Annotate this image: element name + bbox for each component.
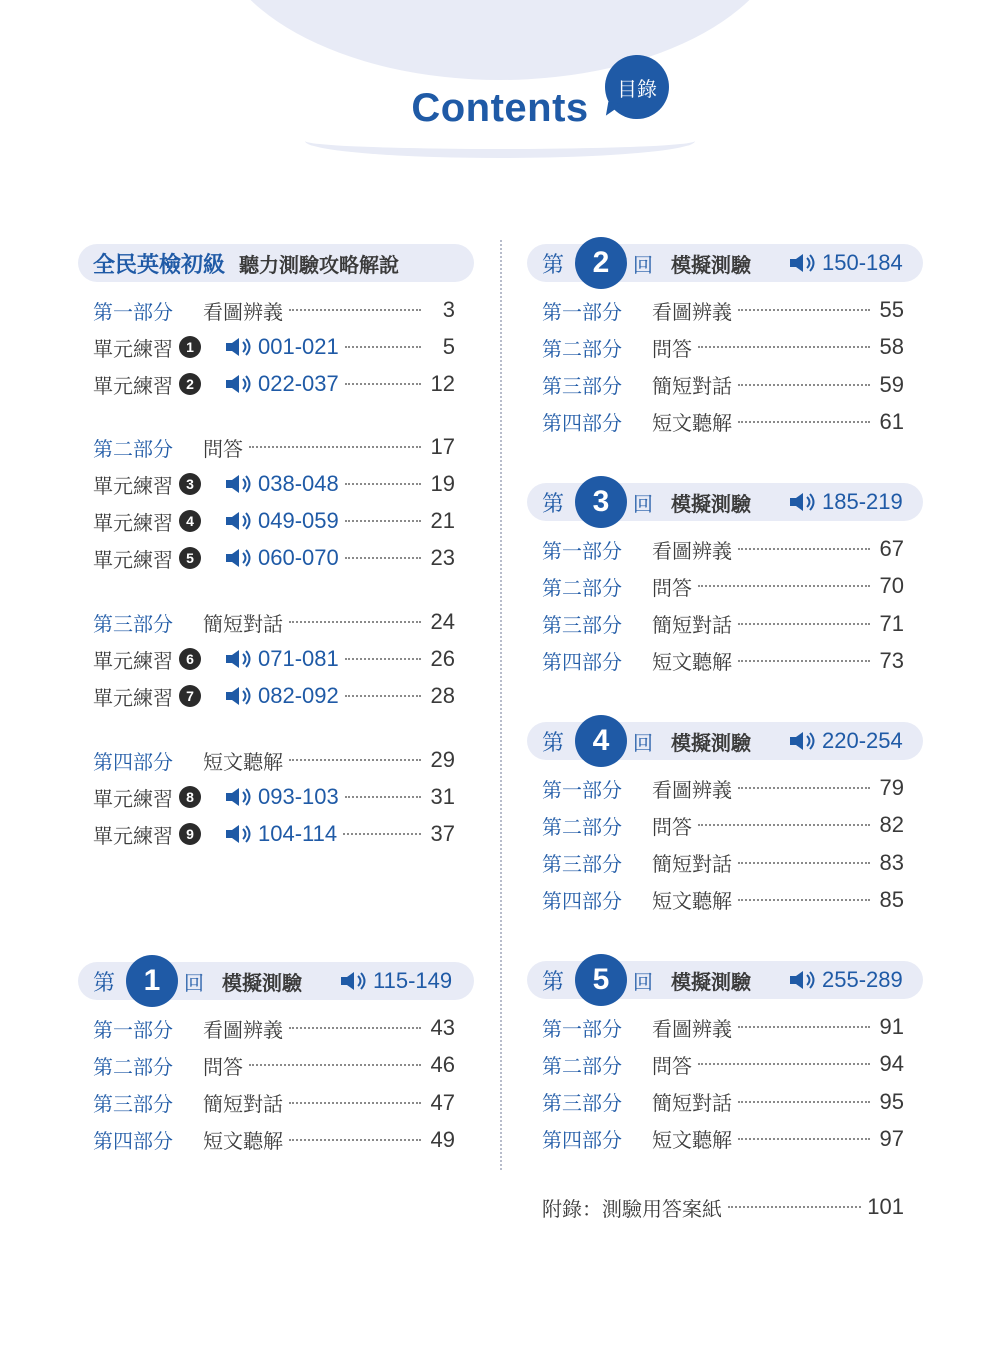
mock-ordinal-prefix: 第 bbox=[93, 970, 116, 996]
unit-practice-row[interactable] bbox=[93, 506, 455, 536]
section-name: 短文聽解 bbox=[652, 1128, 732, 1153]
part-label: 第一部分 bbox=[93, 299, 173, 324]
audio-track-range[interactable] bbox=[225, 471, 339, 497]
speaker-icon bbox=[225, 787, 253, 807]
page-number: 19 bbox=[430, 471, 455, 496]
mock-number-badge: 4 bbox=[575, 715, 627, 767]
unit-practice-row[interactable] bbox=[93, 543, 455, 573]
unit-number-badge: 8 bbox=[179, 786, 201, 808]
page-number: 43 bbox=[430, 1015, 455, 1040]
mock-ordinal-prefix: 第 bbox=[542, 491, 565, 517]
part-label: 第二部分 bbox=[542, 814, 622, 839]
leader-dots bbox=[738, 1026, 870, 1028]
unit-practice-label: 單元練習 bbox=[93, 685, 173, 710]
leader-dots bbox=[738, 787, 870, 789]
part-label: 第三部分 bbox=[93, 611, 173, 636]
page-number: 46 bbox=[430, 1052, 455, 1078]
guide-section-header bbox=[78, 244, 474, 282]
toc-row[interactable] bbox=[93, 607, 455, 637]
toc-row[interactable] bbox=[542, 646, 904, 676]
audio-track-range[interactable] bbox=[789, 489, 903, 515]
unit-practice-label: 單元練習 bbox=[93, 648, 173, 673]
section-name: 短文聽解 bbox=[203, 1129, 283, 1154]
audio-track-label: 049-059 bbox=[258, 508, 339, 533]
toc-row[interactable] bbox=[542, 885, 904, 915]
speaker-icon bbox=[789, 731, 817, 751]
part-label: 第二部分 bbox=[542, 1053, 622, 1078]
unit-practice-row[interactable] bbox=[93, 681, 455, 711]
section-name: 問答 bbox=[652, 1053, 692, 1078]
section-name: 短文聽解 bbox=[652, 411, 732, 436]
section-name: 短文聽解 bbox=[203, 749, 283, 774]
audio-track-label: 038-048 bbox=[258, 471, 339, 496]
speaker-icon bbox=[340, 971, 368, 991]
page-number: 3 bbox=[442, 297, 455, 322]
toc-row[interactable] bbox=[542, 370, 904, 400]
unit-practice-row[interactable] bbox=[93, 469, 455, 499]
unit-practice-label: 單元練習 bbox=[93, 373, 173, 398]
part-label: 第一部分 bbox=[542, 777, 622, 802]
page-number: 85 bbox=[879, 886, 904, 912]
mock-test-label: 模擬測驗 bbox=[671, 491, 751, 516]
mock-test-header bbox=[527, 722, 923, 760]
unit-number-badge: 2 bbox=[179, 373, 201, 395]
leader-dots bbox=[738, 862, 870, 864]
mock-number-badge: 5 bbox=[575, 954, 627, 1006]
audio-track-range[interactable] bbox=[340, 968, 452, 994]
page-number: 82 bbox=[879, 812, 904, 838]
page-number: 28 bbox=[430, 683, 455, 708]
toc-row[interactable] bbox=[542, 609, 904, 639]
mock-test-header bbox=[527, 961, 923, 999]
section-name: 簡短對話 bbox=[652, 1091, 732, 1116]
mock-test-label: 模擬測驗 bbox=[671, 252, 751, 277]
mock-ordinal-suffix: 回 bbox=[184, 970, 204, 995]
leader-dots bbox=[738, 309, 870, 311]
audio-track-range[interactable] bbox=[225, 545, 339, 571]
speaker-icon bbox=[225, 474, 253, 494]
part-label: 第二部分 bbox=[542, 336, 622, 361]
section-name: 看圖辨義 bbox=[652, 299, 732, 324]
speaker-icon bbox=[225, 374, 253, 394]
leader-dots bbox=[249, 1064, 421, 1066]
unit-practice-row[interactable] bbox=[93, 644, 455, 674]
page-number: 24 bbox=[430, 609, 455, 634]
badge-label: 目錄 bbox=[617, 76, 657, 101]
part-label: 第三部分 bbox=[93, 1092, 173, 1117]
audio-track-label: 115-149 bbox=[373, 968, 453, 993]
guide-title-blue: 全民英檢初級 bbox=[93, 252, 226, 278]
page-number: 21 bbox=[430, 508, 455, 533]
audio-track-label: 082-092 bbox=[258, 683, 339, 708]
page-number: 59 bbox=[879, 371, 904, 397]
toc-row[interactable] bbox=[93, 295, 455, 325]
mock-number-badge: 3 bbox=[575, 476, 627, 528]
toc-row[interactable] bbox=[93, 1088, 455, 1118]
audio-track-range[interactable] bbox=[789, 728, 903, 754]
part-label: 第四部分 bbox=[542, 650, 622, 675]
speaker-icon bbox=[789, 253, 817, 273]
section-name: 簡短對話 bbox=[652, 613, 732, 638]
leader-dots bbox=[289, 309, 421, 311]
part-label: 第二部分 bbox=[93, 436, 173, 461]
leader-dots bbox=[249, 446, 421, 448]
page-number: 97 bbox=[879, 1125, 904, 1151]
part-label: 第三部分 bbox=[542, 1091, 622, 1116]
leader-dots bbox=[738, 1101, 870, 1103]
page-title: Contents bbox=[411, 86, 589, 130]
page-number: 17 bbox=[430, 434, 455, 459]
mock-number-badge: 1 bbox=[126, 955, 178, 1007]
unit-practice-label: 單元練習 bbox=[93, 510, 173, 535]
leader-dots bbox=[698, 1063, 870, 1065]
section-name: 看圖辨義 bbox=[652, 777, 732, 802]
toc-row[interactable] bbox=[542, 1012, 904, 1042]
leader-dots bbox=[289, 1027, 421, 1029]
leader-dots bbox=[738, 623, 870, 625]
section-name: 問答 bbox=[652, 575, 692, 600]
toc-row[interactable] bbox=[542, 773, 904, 803]
section-name: 問答 bbox=[652, 336, 692, 361]
section-name: 簡短對話 bbox=[203, 1092, 283, 1117]
leader-dots bbox=[345, 383, 421, 385]
audio-track-label: 150-184 bbox=[822, 250, 903, 275]
page-number: 49 bbox=[430, 1126, 455, 1152]
part-label: 第二部分 bbox=[93, 1054, 173, 1079]
mock-test-label: 模擬測驗 bbox=[671, 969, 751, 994]
part-label: 第四部分 bbox=[93, 1129, 173, 1154]
mock-ordinal-suffix: 回 bbox=[633, 252, 653, 277]
leader-dots bbox=[738, 1138, 870, 1140]
toc-row[interactable] bbox=[93, 1013, 455, 1043]
leader-dots bbox=[345, 483, 421, 485]
leader-dots bbox=[289, 759, 421, 761]
page-number: 55 bbox=[879, 297, 904, 322]
mock-test-header bbox=[527, 483, 923, 521]
audio-track-label: 104-114 bbox=[258, 821, 338, 846]
audio-track-range[interactable] bbox=[789, 250, 903, 276]
unit-number-badge: 5 bbox=[179, 547, 201, 569]
page-number: 94 bbox=[879, 1051, 904, 1077]
part-label: 第三部分 bbox=[542, 374, 622, 399]
section-name: 簡短對話 bbox=[652, 852, 732, 877]
speaker-icon bbox=[789, 970, 817, 990]
audio-track-range[interactable] bbox=[225, 371, 339, 397]
toc-row[interactable] bbox=[542, 810, 904, 840]
page-number: 37 bbox=[430, 821, 455, 846]
audio-track-range[interactable] bbox=[789, 967, 903, 993]
unit-number-badge: 1 bbox=[179, 336, 201, 358]
audio-track-label: 255-289 bbox=[822, 967, 903, 992]
leader-dots bbox=[289, 1139, 421, 1141]
toc-row[interactable] bbox=[542, 332, 904, 362]
unit-practice-row[interactable] bbox=[93, 369, 455, 399]
part-label: 第三部分 bbox=[542, 852, 622, 877]
unit-practice-row[interactable] bbox=[93, 782, 455, 812]
mock-ordinal-suffix: 回 bbox=[633, 730, 653, 755]
unit-number-badge: 3 bbox=[179, 473, 201, 495]
section-name: 短文聽解 bbox=[652, 889, 732, 914]
unit-practice-label: 單元練習 bbox=[93, 786, 173, 811]
mock-test-label: 模擬測驗 bbox=[222, 970, 302, 995]
part-label: 第一部分 bbox=[542, 299, 622, 324]
section-name: 看圖辨義 bbox=[203, 1017, 283, 1042]
section-name: 問答 bbox=[203, 436, 243, 461]
speaker-icon bbox=[225, 686, 253, 706]
part-label: 第一部分 bbox=[542, 1016, 622, 1041]
appendix-label: 附錄：測驗用答案紙 bbox=[542, 1196, 722, 1221]
toc-row[interactable] bbox=[542, 1049, 904, 1079]
top-arc-decoration bbox=[212, 0, 788, 80]
page-number: 58 bbox=[879, 334, 904, 360]
leader-dots bbox=[289, 621, 421, 623]
part-label: 第三部分 bbox=[542, 613, 622, 638]
badge-bubble bbox=[605, 55, 669, 119]
leader-dots bbox=[738, 899, 870, 901]
page-number: 101 bbox=[867, 1194, 904, 1219]
leader-dots bbox=[345, 796, 421, 798]
mock-ordinal-prefix: 第 bbox=[542, 969, 565, 995]
toc-row[interactable] bbox=[93, 432, 455, 462]
leader-dots bbox=[728, 1206, 861, 1208]
audio-track-label: 220-254 bbox=[822, 728, 903, 753]
section-name: 看圖辨義 bbox=[652, 538, 732, 563]
speaker-icon bbox=[225, 548, 253, 568]
part-label: 第四部分 bbox=[542, 889, 622, 914]
leader-dots bbox=[738, 384, 870, 386]
section-name: 簡短對話 bbox=[652, 374, 732, 399]
mock-ordinal-suffix: 回 bbox=[633, 491, 653, 516]
toc-row[interactable] bbox=[542, 407, 904, 437]
audio-track-range[interactable] bbox=[225, 683, 339, 709]
speaker-icon bbox=[789, 492, 817, 512]
toc-row[interactable] bbox=[542, 1087, 904, 1117]
audio-track-label: 185-219 bbox=[822, 489, 903, 514]
audio-track-label: 071-081 bbox=[258, 646, 339, 671]
part-label: 第二部分 bbox=[542, 575, 622, 600]
leader-dots bbox=[343, 833, 421, 835]
page-number: 61 bbox=[879, 408, 904, 434]
page-number: 12 bbox=[430, 371, 455, 396]
leader-dots bbox=[738, 421, 870, 423]
toc-row[interactable] bbox=[93, 1050, 455, 1080]
unit-number-badge: 4 bbox=[179, 510, 201, 532]
unit-practice-label: 單元練習 bbox=[93, 547, 173, 572]
page-number: 31 bbox=[430, 784, 455, 809]
speaker-icon bbox=[225, 511, 253, 531]
leader-dots bbox=[345, 557, 421, 559]
guide-title-dark: 聽力測驗攻略解說 bbox=[239, 252, 400, 277]
page-number: 95 bbox=[879, 1088, 904, 1114]
toc-row[interactable] bbox=[542, 848, 904, 878]
unit-number-badge: 6 bbox=[179, 648, 201, 670]
unit-practice-row[interactable] bbox=[93, 332, 455, 362]
toc-row[interactable] bbox=[93, 745, 455, 775]
unit-number-badge: 9 bbox=[179, 823, 201, 845]
page-number: 91 bbox=[879, 1014, 904, 1039]
page-number: 29 bbox=[430, 747, 455, 772]
audio-track-range[interactable] bbox=[225, 821, 337, 847]
mock-test-header bbox=[78, 962, 474, 1000]
part-label: 第四部分 bbox=[542, 1128, 622, 1153]
audio-track-label: 060-070 bbox=[258, 545, 339, 570]
audio-track-range[interactable] bbox=[225, 508, 339, 534]
audio-track-range[interactable] bbox=[225, 646, 339, 672]
mock-number-badge: 2 bbox=[575, 237, 627, 289]
leader-dots bbox=[698, 824, 870, 826]
leader-dots bbox=[698, 346, 870, 348]
section-name: 短文聽解 bbox=[652, 650, 732, 675]
page-number: 83 bbox=[879, 849, 904, 875]
section-name: 問答 bbox=[652, 814, 692, 839]
leader-dots bbox=[345, 346, 421, 348]
speaker-icon bbox=[225, 649, 253, 669]
page-number: 23 bbox=[430, 545, 455, 570]
page-number: 73 bbox=[879, 647, 904, 673]
leader-dots bbox=[345, 520, 421, 522]
page-number: 71 bbox=[879, 610, 904, 636]
leader-dots bbox=[738, 660, 870, 662]
mock-ordinal-prefix: 第 bbox=[542, 252, 565, 278]
leader-dots bbox=[289, 1102, 421, 1104]
page-number: 26 bbox=[430, 646, 455, 671]
toc-row[interactable] bbox=[542, 571, 904, 601]
unit-practice-row[interactable] bbox=[93, 819, 455, 849]
audio-track-range[interactable] bbox=[225, 334, 339, 360]
part-label: 第四部分 bbox=[542, 411, 622, 436]
appendix-row[interactable] bbox=[542, 1192, 904, 1222]
mock-ordinal-suffix: 回 bbox=[633, 969, 653, 994]
leader-dots bbox=[345, 658, 421, 660]
part-label: 第一部分 bbox=[93, 1017, 173, 1042]
page-number: 67 bbox=[879, 536, 904, 561]
audio-track-label: 001-021 bbox=[258, 334, 339, 359]
unit-practice-label: 單元練習 bbox=[93, 336, 173, 361]
unit-practice-label: 單元練習 bbox=[93, 473, 173, 498]
audio-track-range[interactable] bbox=[225, 784, 339, 810]
section-name: 看圖辨義 bbox=[203, 299, 283, 324]
page-number: 5 bbox=[442, 334, 455, 359]
audio-track-label: 093-103 bbox=[258, 784, 339, 809]
leader-dots bbox=[345, 695, 421, 697]
section-name: 看圖辨義 bbox=[652, 1016, 732, 1041]
toc-row[interactable] bbox=[542, 295, 904, 325]
toc-row[interactable] bbox=[542, 534, 904, 564]
section-name: 簡短對話 bbox=[203, 611, 283, 636]
page-number: 79 bbox=[879, 775, 904, 800]
part-label: 第一部分 bbox=[542, 538, 622, 563]
mock-test-label: 模擬測驗 bbox=[671, 730, 751, 755]
part-label: 第四部分 bbox=[93, 749, 173, 774]
mock-ordinal-prefix: 第 bbox=[542, 730, 565, 756]
toc-row[interactable] bbox=[93, 1125, 455, 1155]
audio-track-label: 022-037 bbox=[258, 371, 339, 396]
mock-test-header bbox=[527, 244, 923, 282]
unit-practice-label: 單元練習 bbox=[93, 823, 173, 848]
section-name: 問答 bbox=[203, 1054, 243, 1079]
page-number: 70 bbox=[879, 573, 904, 599]
unit-number-badge: 7 bbox=[179, 685, 201, 707]
column-divider bbox=[500, 240, 502, 1170]
speaker-icon bbox=[225, 824, 253, 844]
page-number: 47 bbox=[430, 1089, 455, 1115]
speaker-icon bbox=[225, 337, 253, 357]
toc-row[interactable] bbox=[542, 1124, 904, 1154]
leader-dots bbox=[698, 585, 870, 587]
leader-dots bbox=[738, 548, 870, 550]
